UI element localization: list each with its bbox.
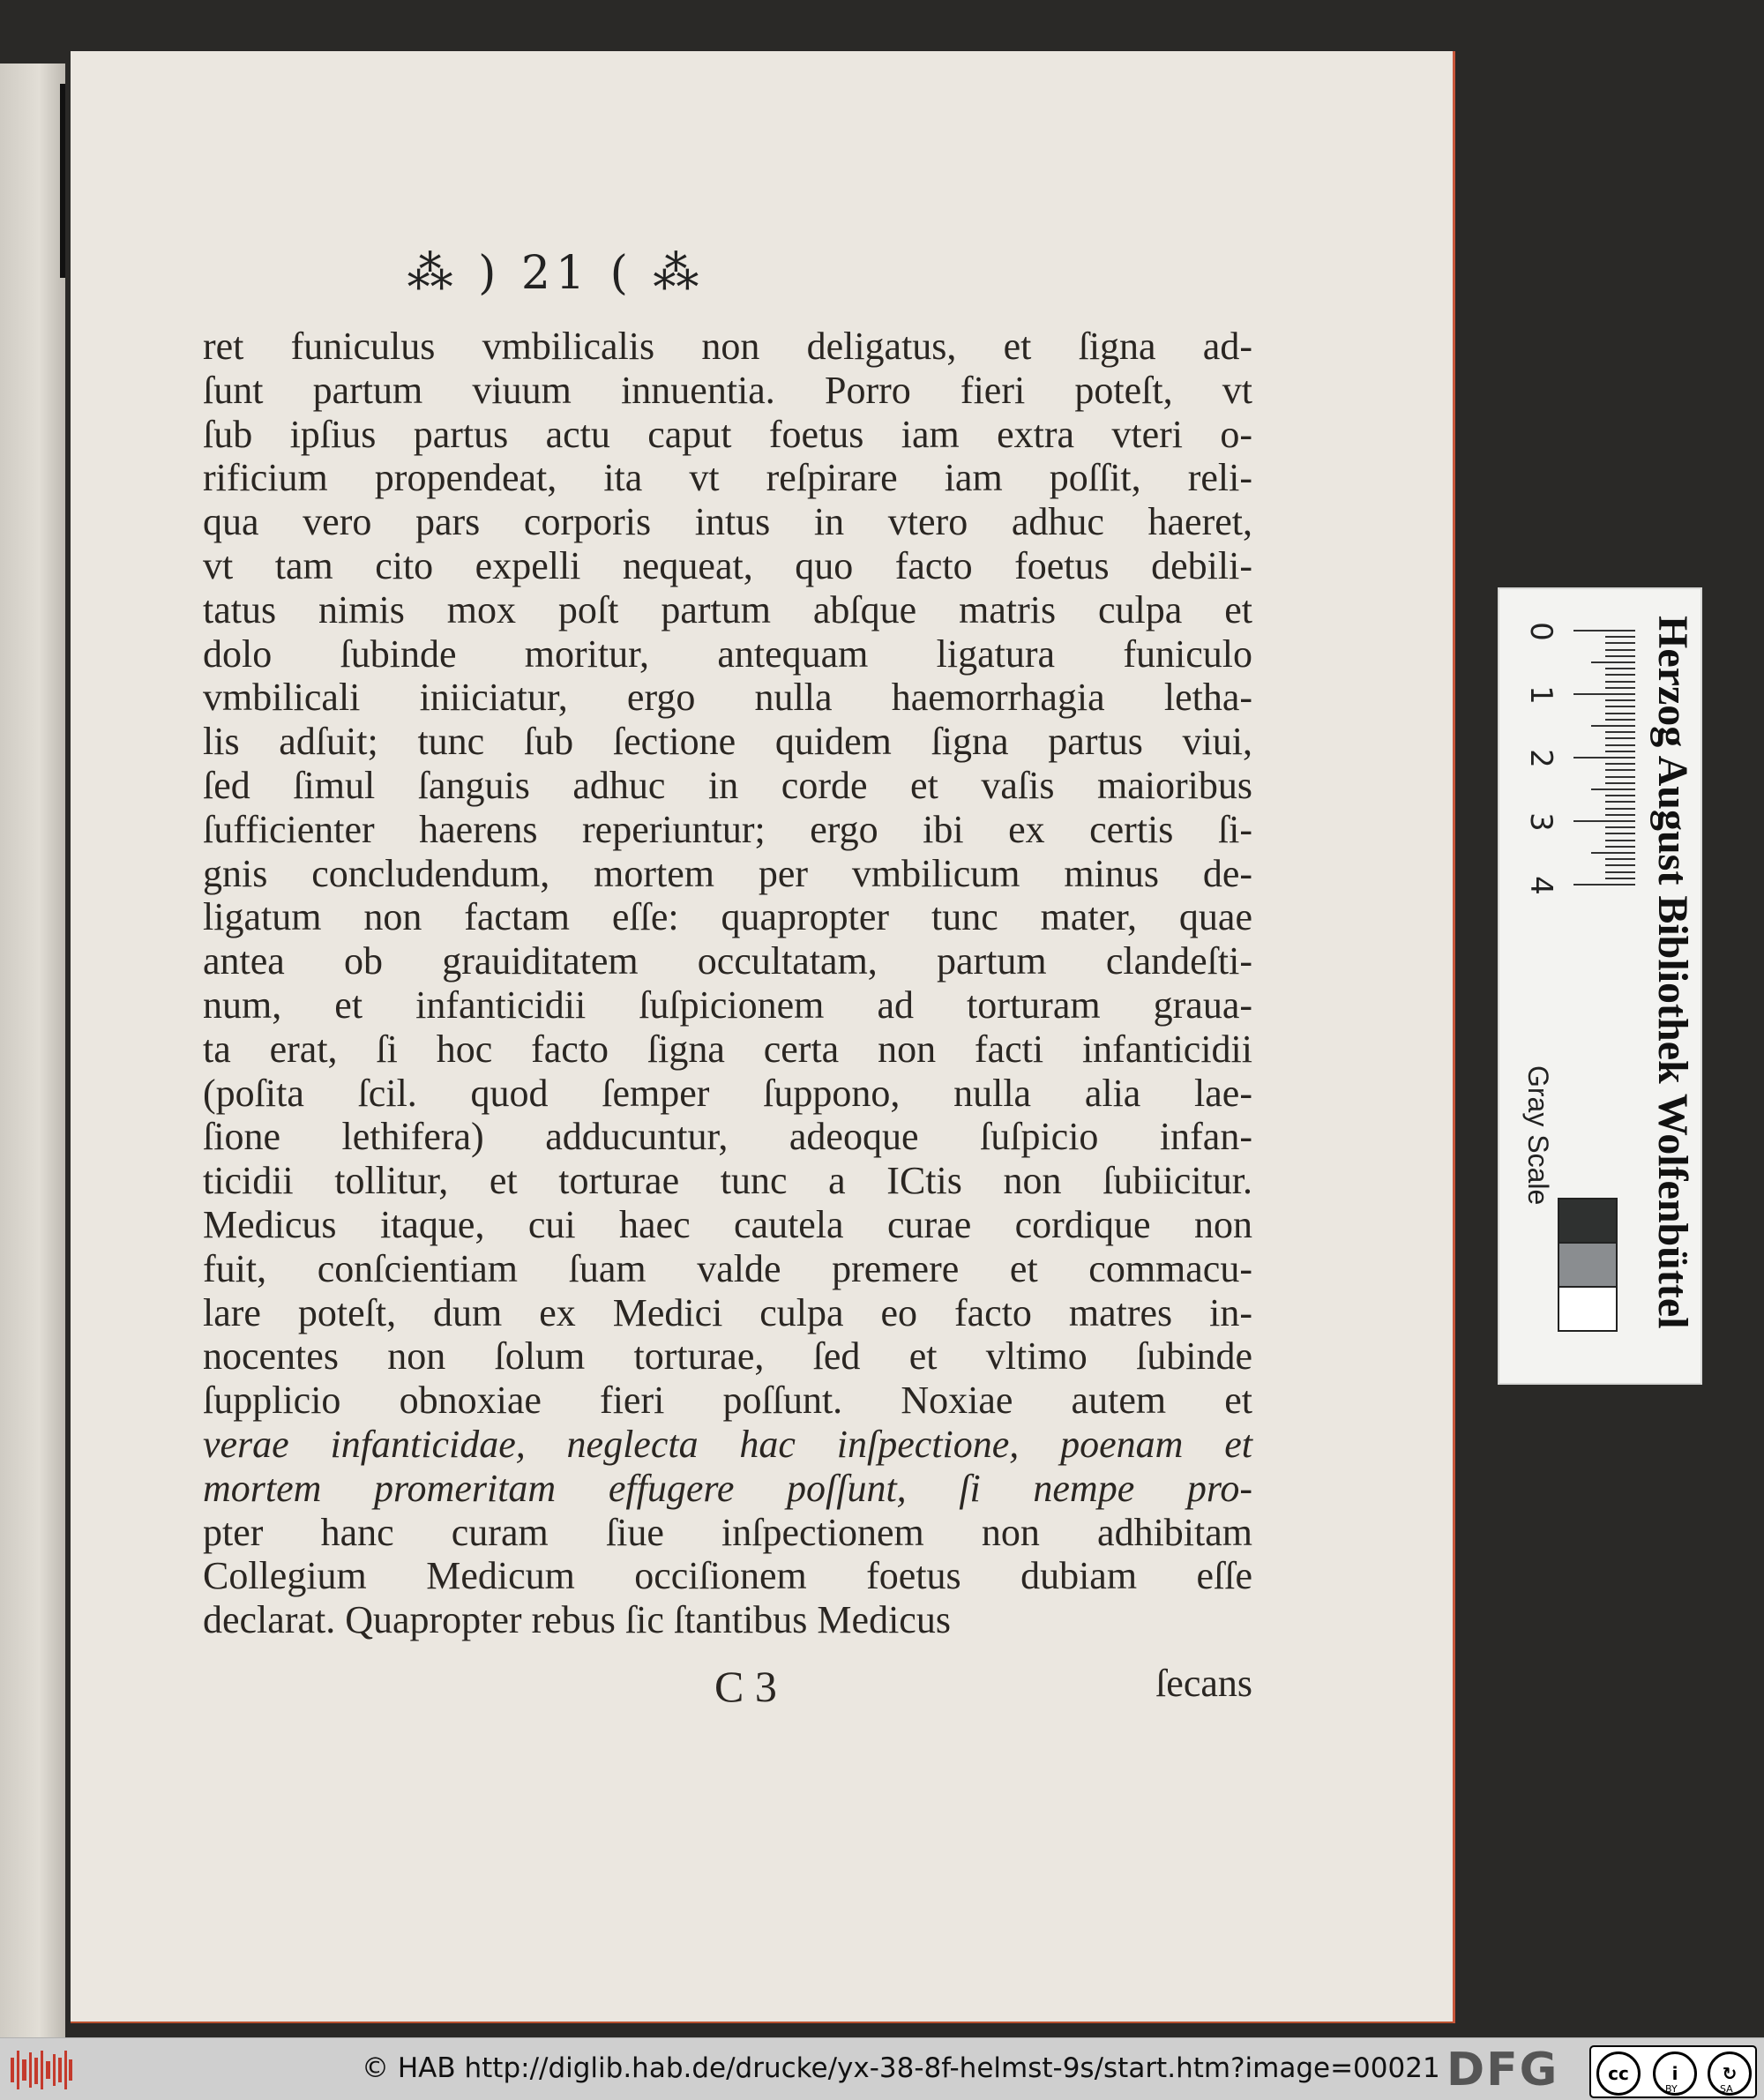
text-line: mortem promeritam effugere poſſunt, ſi nempe pro-	[203, 1466, 1252, 1510]
text-line: Medicus itaque, cui haec cautela curae cordique non	[203, 1202, 1252, 1246]
ruler-tick	[1591, 661, 1635, 663]
gray-swatch-white	[1558, 1286, 1618, 1332]
ruler-tick	[1605, 668, 1635, 669]
ruler-tick	[1605, 846, 1635, 848]
text-line: vmbilicali iniiciatur, ergo nulla haemorrhagia letha-	[203, 676, 1252, 720]
text-line: gnis concludendum, mortem per vmbilicum minus de-	[203, 851, 1252, 895]
ruler-tick	[1605, 713, 1635, 714]
ruler-tick	[1605, 642, 1635, 644]
ruler-tick	[1605, 655, 1635, 657]
text-line: lis adſuit; tunc ſub ſectione quidem ſigna partus viui,	[203, 720, 1252, 764]
ruler-tick	[1605, 681, 1635, 683]
text-line: ſed ſimul ſanguis adhuc in corde et vaſis maioribus	[203, 763, 1252, 807]
text-line: ſione lethifera) adducuntur, adeoque ſuſpicio infan-	[203, 1115, 1252, 1159]
ruler-tick	[1573, 757, 1635, 759]
ruler-tick	[1605, 751, 1635, 752]
text-line: (poſita ſcil. quod ſemper ſuppono, nulla alia lae-	[203, 1071, 1252, 1115]
permalink-credit[interactable]: © HAB http://diglib.hab.de/drucke/yx-38-8f-helmst-9s/start.htm?image=00021	[362, 2052, 1440, 2084]
ruler-tick	[1605, 858, 1635, 860]
text-line: num, et infanticidii ſuſpicionem ad torturam graua-	[203, 983, 1252, 1027]
text-line: ticidii tollitur, et torturae tunc a ICtis non ſubiicitur.	[203, 1159, 1252, 1203]
ruler-tick	[1573, 820, 1635, 822]
ruler-tick	[1605, 636, 1635, 638]
by-label: BY	[1665, 2083, 1678, 2095]
ruler-number: 2	[1522, 749, 1558, 768]
ruler-tick	[1605, 833, 1635, 834]
text-line: vt tam cito expelli nequeat, quo facto foetus debili-	[203, 543, 1252, 587]
gray-scale-label: Gray Scale	[1522, 1065, 1554, 1206]
ruler-tick	[1591, 788, 1635, 790]
body-text	[203, 325, 1252, 1642]
text-line: ſunt partum viuum innuentia. Porro fieri poteſt, vt	[203, 368, 1252, 412]
text-line: rificium propendeat, ita vt reſpirare iam poſſit, reli-	[203, 456, 1252, 500]
ruler-number: 3	[1522, 812, 1558, 832]
ruler-tick	[1605, 731, 1635, 733]
book-page	[71, 51, 1455, 2023]
ruler-tick	[1605, 674, 1635, 676]
text-line: dolo ſubinde moritur, antequam ligatura funiculo	[203, 631, 1252, 676]
ruler-tick	[1605, 840, 1635, 841]
text-line: nocentes non ſolum torturae, ſed et vltimo ſubinde	[203, 1334, 1252, 1379]
signature-mark: C 3	[714, 1662, 777, 1711]
text-line: qua vero pars corporis intus in vtero adhuc haeret,	[203, 500, 1252, 544]
text-line: Collegium Medicum occiſionem foetus dubiam eſſe	[203, 1554, 1252, 1598]
page-footer	[203, 1661, 1252, 1714]
ruler-tick	[1605, 737, 1635, 739]
ruler-number: 1	[1522, 685, 1558, 705]
text-line: lare poteſt, dum ex Medici culpa eo facto matres in-	[203, 1290, 1252, 1334]
ruler-tick	[1573, 693, 1635, 695]
gray-swatch-dark	[1558, 1198, 1618, 1244]
ruler-tick	[1605, 687, 1635, 689]
text-line: ta erat, ſi hoc facto ſigna certa non facti infanticidii	[203, 1027, 1252, 1071]
ruler-number: 0	[1522, 622, 1558, 641]
text-line: pter hanc curam ſiue inſpectionem non adhibitam	[203, 1510, 1252, 1554]
ruler-tick	[1605, 814, 1635, 816]
previous-page-edge	[0, 64, 65, 2037]
text-line: fuit, conſcientiam ſuam valde premere et commacu-	[203, 1246, 1252, 1290]
ruler-tick	[1591, 852, 1635, 854]
ruler-tick	[1605, 769, 1635, 771]
ruler-tick	[1605, 871, 1635, 873]
cc-license-badge[interactable]	[1589, 2045, 1757, 2098]
ruler-tick	[1605, 719, 1635, 721]
ruler-tick	[1605, 649, 1635, 651]
text-line: declarat. Quapropter rebus ſic ſtantibus Medicus	[203, 1598, 951, 1642]
text-line: ligatum non factam eſſe: quapropter tunc mater, quae	[203, 895, 1252, 939]
text-line: ret funiculus vmbilicalis non deligatus, et ſigna ad-	[203, 325, 1252, 368]
text-line: antea ob grauiditatem occultatam, partum clandeſti-	[203, 939, 1252, 983]
sa-label: SA	[1720, 2083, 1733, 2095]
gray-swatch-mid	[1558, 1242, 1618, 1288]
ruler-number: 4	[1522, 876, 1558, 895]
ruler-tick	[1591, 725, 1635, 727]
ruler-tick	[1605, 763, 1635, 765]
ruler-tick	[1573, 630, 1635, 631]
text-line: ſufficienter haerens reperiuntur; ergo ibi ex certis ſi-	[203, 807, 1252, 851]
dfg-logo: DFG	[1446, 2044, 1559, 2096]
ruler-tick	[1573, 884, 1635, 886]
ruler-tick	[1605, 699, 1635, 701]
sa-icon: ↻	[1708, 2051, 1752, 2096]
ruler-tick	[1605, 864, 1635, 866]
ruler-tick	[1605, 706, 1635, 707]
ruler-tick	[1605, 795, 1635, 796]
ruler-tick	[1605, 744, 1635, 746]
text-line: ſub ipſius partus actu caput foetus iam extra vteri o-	[203, 412, 1252, 456]
institution-label: Herzog August Bibliothek Wolfenbüttel	[1649, 616, 1696, 1329]
barcode-icon	[11, 2051, 72, 2089]
ruler-tick	[1605, 878, 1635, 879]
catchword: ſecans	[1155, 1662, 1252, 1705]
ruler-tick	[1605, 826, 1635, 828]
running-head: ⁂ ) 21 ( ⁂	[407, 247, 705, 300]
text-line: tatus nimis mox poſt partum abſque matris culpa et	[203, 587, 1252, 631]
binding-shadow	[60, 84, 65, 278]
text-line: verae infanticidae, neglecta hac inſpectione, poenam et	[203, 1422, 1252, 1466]
ruler-tick	[1605, 782, 1635, 784]
ruler-tick	[1605, 808, 1635, 810]
text-line: ſupplicio obnoxiae fieri poſſunt. Noxiae autem et	[203, 1379, 1252, 1423]
color-ruler	[1499, 589, 1700, 1383]
ruler-tick	[1605, 801, 1635, 803]
viewer-footer-bar	[0, 2037, 1764, 2100]
cc-icon: cc	[1596, 2051, 1641, 2096]
by-icon: i	[1653, 2051, 1697, 2096]
ruler-tick	[1605, 776, 1635, 778]
